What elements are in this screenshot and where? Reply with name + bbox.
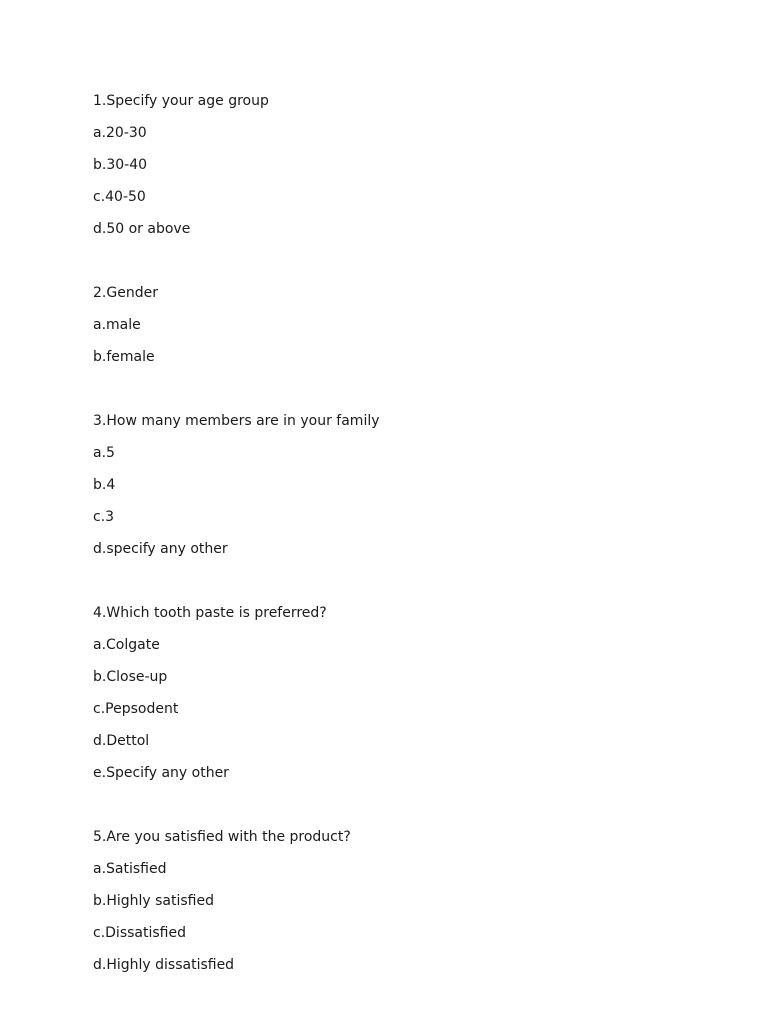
option: b.30-40: [93, 157, 148, 173]
option: d.Highly dissatisfied: [93, 957, 235, 973]
question-text: 5.Are you satisfied with the product?: [93, 829, 351, 845]
option: c.Dissatisfied: [93, 925, 186, 941]
option: a.Colgate: [93, 637, 160, 653]
question-text: 3.How many members are in your family: [93, 413, 380, 429]
question-5: [93, 827, 713, 987]
questionnaire: [93, 91, 713, 1019]
option: e.Specify any other: [93, 765, 229, 781]
option: b.female: [93, 349, 155, 365]
question-text: 1.Specify your age group: [93, 93, 269, 109]
option: c.Pepsodent: [93, 701, 179, 717]
option: b.Highly satisfied: [93, 893, 215, 909]
option: a.male: [93, 317, 141, 333]
option: d.Dettol: [93, 733, 150, 749]
option: b.Close-up: [93, 669, 168, 685]
question-text: 4.Which tooth paste is preferred?: [93, 605, 327, 621]
option: a.Satisfied: [93, 861, 167, 877]
option: c.3: [93, 509, 115, 525]
option: a.20-30: [93, 125, 147, 141]
question-1: [93, 91, 713, 251]
question-2: [93, 283, 713, 379]
question-text: 2.Gender: [93, 285, 158, 301]
option: d.50 or above: [93, 221, 191, 237]
option: d.specify any other: [93, 541, 228, 557]
option: a.5: [93, 445, 115, 461]
option: c.40-50: [93, 189, 146, 205]
question-4: [93, 603, 713, 795]
option: b.4: [93, 477, 116, 493]
question-3: [93, 411, 713, 571]
